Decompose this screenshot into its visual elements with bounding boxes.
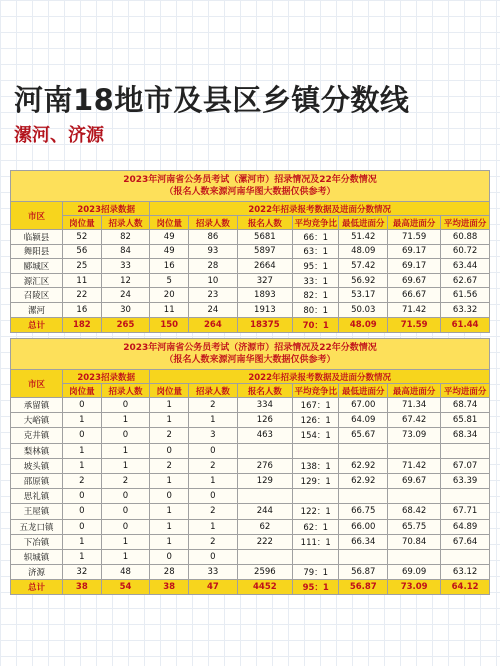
table-cell xyxy=(339,489,388,504)
table-row xyxy=(11,244,490,259)
table-cell: 1 xyxy=(101,413,150,428)
table-cell: 22 xyxy=(62,288,101,303)
table-cell: 50.03 xyxy=(339,302,388,317)
table-row xyxy=(11,428,490,443)
table-cell: 52 xyxy=(62,230,101,245)
table-cell xyxy=(388,489,441,504)
row-region-cell: 承留镇 xyxy=(11,398,63,413)
row-region-cell: 王屋镇 xyxy=(11,504,63,519)
column-header: 平均竞争比 xyxy=(293,384,339,398)
table-cell: 0 xyxy=(101,428,150,443)
table-cell: 28 xyxy=(150,565,189,580)
table-row xyxy=(11,302,490,317)
group-header-2023: 2023招录数据 xyxy=(62,202,149,216)
table-cell: 1 xyxy=(189,413,238,428)
table-cell: 23 xyxy=(189,288,238,303)
table-cell xyxy=(388,443,441,458)
group-header-2022: 2022年招录报考数据及进面分数情况 xyxy=(150,202,490,216)
table-cell: 463 xyxy=(237,428,292,443)
row-region-cell: 召陵区 xyxy=(11,288,63,303)
table-cell: 1913 xyxy=(237,302,292,317)
table-cell: 70.84 xyxy=(388,534,441,549)
total-cell: 总计 xyxy=(11,317,63,332)
table-cell: 1 xyxy=(101,458,150,473)
table-cell: 129：1 xyxy=(293,473,339,488)
table-cell xyxy=(339,443,388,458)
table-cell: 0 xyxy=(150,549,189,564)
table-cell: 1 xyxy=(189,519,238,534)
table-cell: 73.09 xyxy=(388,428,441,443)
table-cell: 56 xyxy=(62,244,101,259)
table-cell: 30 xyxy=(101,302,150,317)
caption-line-2: （报名人数来源河南华图大数据仅供参考） xyxy=(164,187,336,197)
table-cell: 51.42 xyxy=(339,230,388,245)
column-header: 招录人数 xyxy=(101,384,150,398)
table-cell: 16 xyxy=(150,259,189,274)
row-region-cell: 大峪镇 xyxy=(11,413,63,428)
page-subtitle: 漯河、济源 xyxy=(14,125,104,146)
table-cell: 16 xyxy=(62,302,101,317)
table-cell: 49 xyxy=(150,230,189,245)
total-cell: 264 xyxy=(189,317,238,332)
row-region-cell: 漯河 xyxy=(11,302,63,317)
total-cell: 总计 xyxy=(11,580,63,595)
table-cell: 66.00 xyxy=(339,519,388,534)
table-cell: 2 xyxy=(189,534,238,549)
table-cell: 86 xyxy=(189,230,238,245)
table-cell: 11 xyxy=(62,273,101,288)
total-cell: 47 xyxy=(189,580,238,595)
row-region-cell: 临颍县 xyxy=(11,230,63,245)
table-cell xyxy=(441,549,490,564)
table-cell: 126 xyxy=(237,413,292,428)
table-cell: 5897 xyxy=(237,244,292,259)
total-cell: 73.09 xyxy=(388,580,441,595)
table-cell: 126：1 xyxy=(293,413,339,428)
table-cell: 276 xyxy=(237,458,292,473)
table-cell: 1 xyxy=(150,473,189,488)
table-cell: 68.74 xyxy=(441,398,490,413)
table-cell xyxy=(237,443,292,458)
table-cell: 63.12 xyxy=(441,565,490,580)
table-cell: 28 xyxy=(189,259,238,274)
table-cell xyxy=(237,549,292,564)
table-cell: 49 xyxy=(150,244,189,259)
row-region-cell: 源汇区 xyxy=(11,273,63,288)
table-cell: 62.67 xyxy=(441,273,490,288)
table-row xyxy=(11,489,490,504)
table-cell: 63.32 xyxy=(441,302,490,317)
table-cell: 2664 xyxy=(237,259,292,274)
caption-line-2: （报名人数来源河南华图大数据仅供参考） xyxy=(164,355,336,365)
total-cell: 38 xyxy=(150,580,189,595)
total-cell: 61.44 xyxy=(441,317,490,332)
table-cell: 1 xyxy=(101,443,150,458)
table-cell: 111：1 xyxy=(293,534,339,549)
table-cell: 82 xyxy=(101,230,150,245)
column-header: 招录人数 xyxy=(189,384,238,398)
table-cell: 1 xyxy=(189,473,238,488)
table-cell: 2 xyxy=(101,473,150,488)
table-cell: 1 xyxy=(101,549,150,564)
table-cell: 222 xyxy=(237,534,292,549)
table-row xyxy=(11,443,490,458)
table-cell: 24 xyxy=(189,302,238,317)
total-cell: 71.59 xyxy=(388,317,441,332)
table-cell xyxy=(441,489,490,504)
table-cell: 66.34 xyxy=(339,534,388,549)
column-header: 平均进面分 xyxy=(441,384,490,398)
table-cell: 1 xyxy=(62,549,101,564)
total-cell: 38 xyxy=(62,580,101,595)
table-cell: 0 xyxy=(150,443,189,458)
column-header: 招录人数 xyxy=(101,216,150,230)
table-cell xyxy=(339,549,388,564)
table-cell: 20 xyxy=(150,288,189,303)
group-header-2023: 2023招录数据 xyxy=(62,370,149,384)
column-header: 岗位量 xyxy=(150,216,189,230)
total-row xyxy=(11,317,490,332)
table-cell: 65.75 xyxy=(388,519,441,534)
table-cell: 53.17 xyxy=(339,288,388,303)
total-cell: 48.09 xyxy=(339,317,388,332)
table-cell: 66.75 xyxy=(339,504,388,519)
column-header: 岗位量 xyxy=(150,384,189,398)
table-cell: 1 xyxy=(150,504,189,519)
table-cell: 1 xyxy=(150,398,189,413)
table-row xyxy=(11,458,490,473)
table-cell: 0 xyxy=(189,489,238,504)
page-title: 河南18地市及县区乡镇分数线 xyxy=(14,83,410,117)
row-region-cell: 下冶镇 xyxy=(11,534,63,549)
row-region-cell: 舞阳县 xyxy=(11,244,63,259)
table-cell: 33：1 xyxy=(293,273,339,288)
column-header: 最高进面分 xyxy=(388,384,441,398)
total-cell: 265 xyxy=(101,317,150,332)
table-cell: 1 xyxy=(62,534,101,549)
table-cell: 5681 xyxy=(237,230,292,245)
table-cell: 0 xyxy=(62,519,101,534)
row-region-cell: 梨林镇 xyxy=(11,443,63,458)
table-cell: 0 xyxy=(101,489,150,504)
table-cell: 62.92 xyxy=(339,473,388,488)
table-cell: 33 xyxy=(189,565,238,580)
table-cell xyxy=(293,489,339,504)
table-cell: 80：1 xyxy=(293,302,339,317)
table-cell: 57.42 xyxy=(339,259,388,274)
table-cell: 1 xyxy=(150,413,189,428)
table-cell: 2 xyxy=(189,458,238,473)
table-cell: 2 xyxy=(189,398,238,413)
table-cell: 68.34 xyxy=(441,428,490,443)
table-cell: 71.42 xyxy=(388,458,441,473)
total-cell: 54 xyxy=(101,580,150,595)
caption-line-1: 2023年河南省公务员考试（漯河市）招录情况及22年分数情况 xyxy=(123,175,377,185)
table-row xyxy=(11,549,490,564)
table-cell: 1 xyxy=(62,413,101,428)
total-row xyxy=(11,580,490,595)
table-cell: 129 xyxy=(237,473,292,488)
jiyuan-score-table xyxy=(10,338,490,595)
table-row xyxy=(11,565,490,580)
table-cell: 122：1 xyxy=(293,504,339,519)
table-cell: 69.67 xyxy=(388,273,441,288)
column-header: 招录人数 xyxy=(189,216,238,230)
table-cell xyxy=(293,443,339,458)
table-cell: 5 xyxy=(150,273,189,288)
table-cell: 63.39 xyxy=(441,473,490,488)
table-row xyxy=(11,398,490,413)
column-header: 岗位量 xyxy=(62,384,101,398)
table-cell: 63.44 xyxy=(441,259,490,274)
table-cell: 56.92 xyxy=(339,273,388,288)
total-cell: 64.12 xyxy=(441,580,490,595)
table-cell: 167：1 xyxy=(293,398,339,413)
table-cell: 11 xyxy=(150,302,189,317)
total-cell: 18375 xyxy=(237,317,292,332)
table-cell: 60.88 xyxy=(441,230,490,245)
table-cell: 0 xyxy=(101,398,150,413)
row-region-cell: 坡头镇 xyxy=(11,458,63,473)
table-cell: 69.09 xyxy=(388,565,441,580)
luohe-score-table xyxy=(10,170,490,333)
table-cell: 71.42 xyxy=(388,302,441,317)
table-caption xyxy=(11,171,490,202)
table-cell xyxy=(293,549,339,564)
table-cell: 0 xyxy=(189,443,238,458)
total-cell: 150 xyxy=(150,317,189,332)
caption-line-1: 2023年河南省公务员考试（济源市）招录情况及22年分数情况 xyxy=(123,343,377,353)
table-cell: 32 xyxy=(62,565,101,580)
table-cell: 67.71 xyxy=(441,504,490,519)
table-cell: 69.17 xyxy=(388,259,441,274)
table-cell: 2 xyxy=(150,428,189,443)
total-cell: 4452 xyxy=(237,580,292,595)
row-region-cell: 克井镇 xyxy=(11,428,63,443)
table-cell: 24 xyxy=(101,288,150,303)
table-cell: 0 xyxy=(101,519,150,534)
table-cell: 2 xyxy=(189,504,238,519)
table-row xyxy=(11,473,490,488)
column-header: 最高进面分 xyxy=(388,216,441,230)
table-cell: 12 xyxy=(101,273,150,288)
table-cell: 66：1 xyxy=(293,230,339,245)
table-cell xyxy=(441,443,490,458)
table-cell: 0 xyxy=(189,549,238,564)
table-cell: 0 xyxy=(62,489,101,504)
table-cell: 154：1 xyxy=(293,428,339,443)
table-cell: 334 xyxy=(237,398,292,413)
table-row xyxy=(11,534,490,549)
table-cell: 2 xyxy=(150,458,189,473)
table-cell: 93 xyxy=(189,244,238,259)
table-cell: 244 xyxy=(237,504,292,519)
table-cell: 84 xyxy=(101,244,150,259)
table-cell: 56.87 xyxy=(339,565,388,580)
table-cell: 69.67 xyxy=(388,473,441,488)
column-header: 最低进面分 xyxy=(339,384,388,398)
table-cell: 1 xyxy=(150,534,189,549)
table-cell: 71.34 xyxy=(388,398,441,413)
table-cell: 0 xyxy=(62,504,101,519)
table-cell: 1 xyxy=(150,519,189,534)
table-row xyxy=(11,259,490,274)
table-cell: 71.59 xyxy=(388,230,441,245)
table-row xyxy=(11,230,490,245)
table-cell: 0 xyxy=(62,428,101,443)
table-cell xyxy=(237,489,292,504)
region-header: 市区 xyxy=(11,370,63,398)
group-header-2022: 2022年招录报考数据及进面分数情况 xyxy=(150,370,490,384)
row-region-cell: 思礼镇 xyxy=(11,489,63,504)
table-cell: 62：1 xyxy=(293,519,339,534)
table-cell: 1 xyxy=(62,443,101,458)
table-cell: 64.89 xyxy=(441,519,490,534)
total-cell: 70：1 xyxy=(293,317,339,332)
table-cell: 67.64 xyxy=(441,534,490,549)
row-region-cell: 五龙口镇 xyxy=(11,519,63,534)
row-region-cell: 轵城镇 xyxy=(11,549,63,564)
table-cell: 65.81 xyxy=(441,413,490,428)
table-cell: 67.00 xyxy=(339,398,388,413)
table-cell: 68.42 xyxy=(388,504,441,519)
table-cell: 1893 xyxy=(237,288,292,303)
table-cell: 0 xyxy=(150,489,189,504)
table-cell: 2596 xyxy=(237,565,292,580)
table-cell: 62 xyxy=(237,519,292,534)
column-header: 平均进面分 xyxy=(441,216,490,230)
table-cell: 61.56 xyxy=(441,288,490,303)
table-cell: 48 xyxy=(101,565,150,580)
table-row xyxy=(11,273,490,288)
row-region-cell: 邵原镇 xyxy=(11,473,63,488)
table-cell: 327 xyxy=(237,273,292,288)
row-region-cell: 济源 xyxy=(11,565,63,580)
table-cell: 48.09 xyxy=(339,244,388,259)
table-row xyxy=(11,413,490,428)
table-cell xyxy=(388,549,441,564)
total-cell: 56.87 xyxy=(339,580,388,595)
table-cell: 67.42 xyxy=(388,413,441,428)
table-cell: 3 xyxy=(189,428,238,443)
table-cell: 0 xyxy=(62,398,101,413)
table-row xyxy=(11,519,490,534)
table-cell: 79：1 xyxy=(293,565,339,580)
table-cell: 138：1 xyxy=(293,458,339,473)
total-cell: 182 xyxy=(62,317,101,332)
column-header: 报名人数 xyxy=(237,384,292,398)
table-row xyxy=(11,504,490,519)
table-cell: 95：1 xyxy=(293,259,339,274)
table-cell: 25 xyxy=(62,259,101,274)
column-header: 最低进面分 xyxy=(339,216,388,230)
table-cell: 1 xyxy=(62,458,101,473)
column-header: 岗位量 xyxy=(62,216,101,230)
row-region-cell: 郾城区 xyxy=(11,259,63,274)
table-cell: 82：1 xyxy=(293,288,339,303)
table-cell: 67.07 xyxy=(441,458,490,473)
table-cell: 2 xyxy=(62,473,101,488)
region-header: 市区 xyxy=(11,202,63,230)
table-cell: 64.09 xyxy=(339,413,388,428)
table-cell: 66.67 xyxy=(388,288,441,303)
table-cell: 69.17 xyxy=(388,244,441,259)
column-header: 平均竞争比 xyxy=(293,216,339,230)
table-cell: 33 xyxy=(101,259,150,274)
table-cell: 63：1 xyxy=(293,244,339,259)
table-row xyxy=(11,288,490,303)
table-cell: 65.67 xyxy=(339,428,388,443)
table-cell: 1 xyxy=(101,534,150,549)
table-cell: 60.72 xyxy=(441,244,490,259)
table-caption xyxy=(11,339,490,370)
table-cell: 10 xyxy=(189,273,238,288)
table-cell: 0 xyxy=(101,504,150,519)
total-cell: 95：1 xyxy=(293,580,339,595)
table-cell: 62.92 xyxy=(339,458,388,473)
column-header: 报名人数 xyxy=(237,216,292,230)
